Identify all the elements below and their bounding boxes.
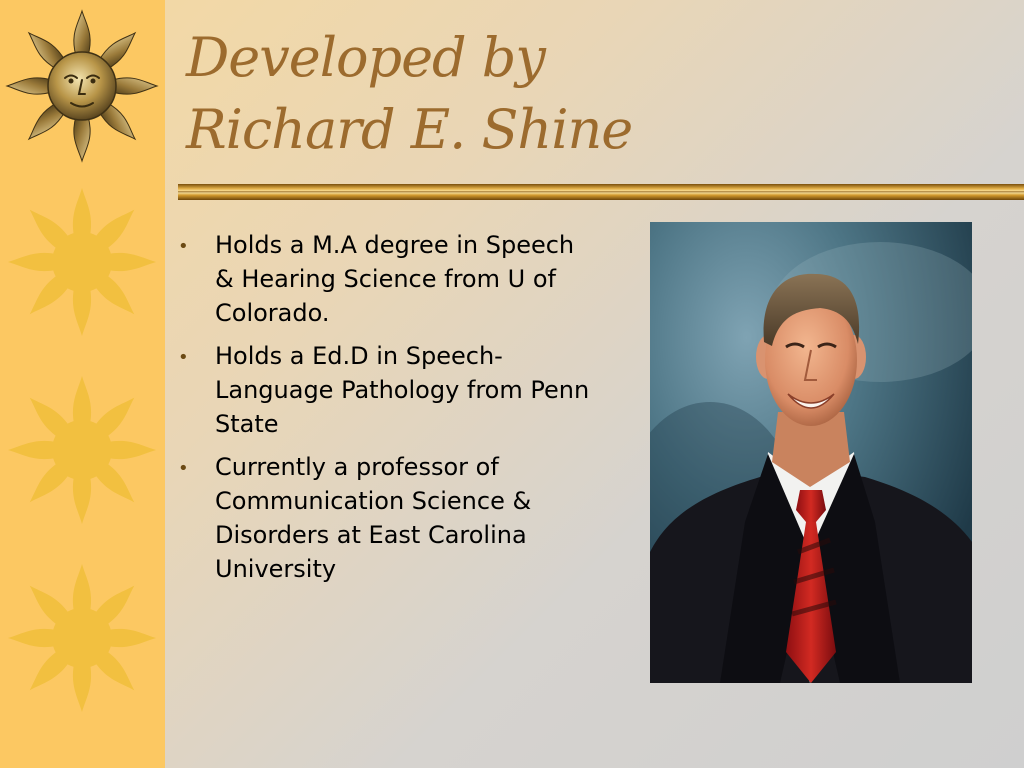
bullet-marker: •: [178, 347, 189, 368]
bullet-marker: •: [178, 458, 189, 479]
title-line-1: Developed by: [186, 26, 545, 89]
sun-icon: [2, 558, 162, 718]
portrait-photo: [650, 222, 972, 683]
list-item: [175, 450, 595, 586]
list-item: [175, 228, 595, 330]
bullet-list: [175, 228, 595, 595]
bullet-marker: •: [178, 236, 189, 257]
sun-icon: [2, 370, 162, 530]
sun-face-icon: [2, 8, 162, 168]
bullet-text: Currently a professor of Communication Science & Disorders at East Carolina University: [215, 453, 532, 583]
title-line-2: Richard E. Shine: [186, 98, 633, 161]
list-item: [175, 339, 595, 441]
portrait-image: [650, 222, 972, 683]
sidebar-sun-panel: [0, 0, 165, 768]
slide-title: [186, 22, 786, 166]
sun-icon: [2, 182, 162, 342]
title-divider: [178, 183, 1024, 201]
bullet-text: Holds a Ed.D in Speech-Language Pathology from Penn State: [215, 342, 590, 438]
bullet-text: Holds a M.A degree in Speech & Hearing Science from U of Colorado.: [215, 231, 575, 327]
